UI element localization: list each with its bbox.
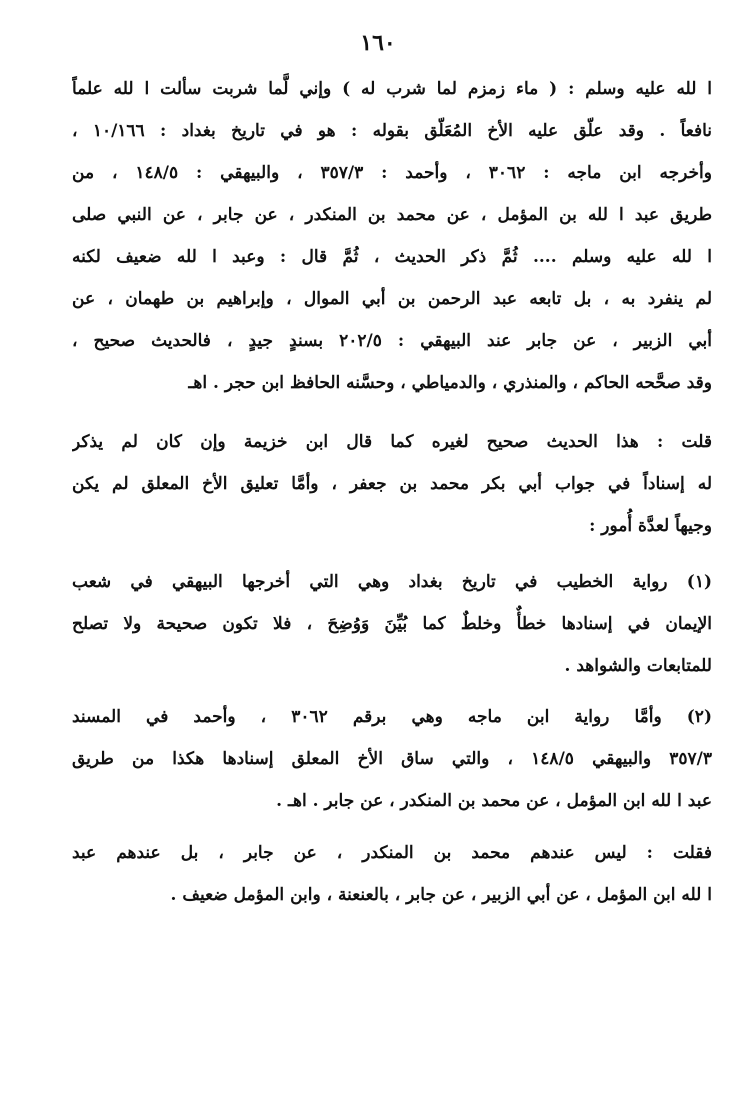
text-line: ا لله عليه وسلم : ( ماء زمزم لما شرب له ) وإني لَّما شربت سألت ا لله علماً [72,79,712,99]
paragraph-3 [72,561,712,687]
text-line: نافعاً . وقد علّق عليه الأخ المُعَلّق بقوله : هو في تاريخ بغداد : ١٠/١٦٦ ، [72,121,712,141]
paragraph-5 [72,832,712,916]
text-line: ا لله عليه وسلم .... ثُمَّ ذكر الحديث ، ثُمَّ قال : وعبد ا لله ضعيف لكنه [72,247,712,267]
text-line: فقلت : ليس عندهم محمد بن المنكدر ، عن جابر ، بل عندهم عبد [72,843,712,863]
paragraph-2 [72,421,712,547]
text-line: وأخرجه ابن ماجه : ٣٠٦٢ ، وأحمد : ٣٥٧/٣ ، والبيهقي : ١٤٨/٥ ، من [72,163,712,183]
text-line: له إسناداً في جواب أبي بكر محمد بن جعفر ، وأمَّا تعليق الأخ المعلق لم يكن [72,474,712,494]
paragraph-4 [72,696,712,822]
text-line: (١) رواية الخطيب في تاريخ بغداد وهي التي أخرجها البيهقي في شعب [72,572,712,592]
text-line: ٣٥٧/٣ والبيهقي ١٤٨/٥ ، والتي ساق الأخ المعلق إسنادها هكذا من طريق [72,749,712,769]
text-line: لم ينفرد به ، بل تابعه عبد الرحمن بن أبي الموال ، وإبراهيم بن طهمان ، عن [72,289,712,309]
text-line: وقد صحَّحه الحاكم ، والمنذري ، والدمياطي ، وحسَّنه الحافظ ابن حجر . اهـ [188,373,712,393]
text-line: ا لله ابن المؤمل ، عن أبي الزبير ، عن جابر ، بالعنعنة ، وابن المؤمل ضعيف . [170,885,712,905]
text-line: للمتابعات والشواهد . [564,656,712,676]
text-line: قلت : هذا الحديث صحيح لغيره كما قال ابن خزيمة وإن كان لم يذكر [72,432,712,452]
text-line: أبي الزبير ، عن جابر عند البيهقي : ٢٠٢/٥ بسندٍ جيدٍ ، فالحديث صحيح ، [72,331,712,351]
paragraph-1 [72,68,712,404]
text-line: (٢) وأمَّا رواية ابن ماجه وهي برقم ٣٠٦٢ ، وأحمد في المسند [72,707,712,727]
page-number: ١٦٠ [360,30,396,56]
text-line: طريق عبد ا لله بن المؤمل ، عن محمد بن المنكدر ، عن جابر ، عن النبي صلى [72,205,712,225]
text-line: الإيمان في إسنادها خطأٌ وخلطٌ كما بُيِّنَ وَوُضِحَ ، فلا تكون صحيحة ولا تصلح [72,614,712,634]
text-line: عبد ا لله ابن المؤمل ، عن محمد بن المنكدر ، عن جابر . اهـ . [276,791,712,811]
text-line: وجيهاً لعدَّة أُمور : [589,516,712,536]
